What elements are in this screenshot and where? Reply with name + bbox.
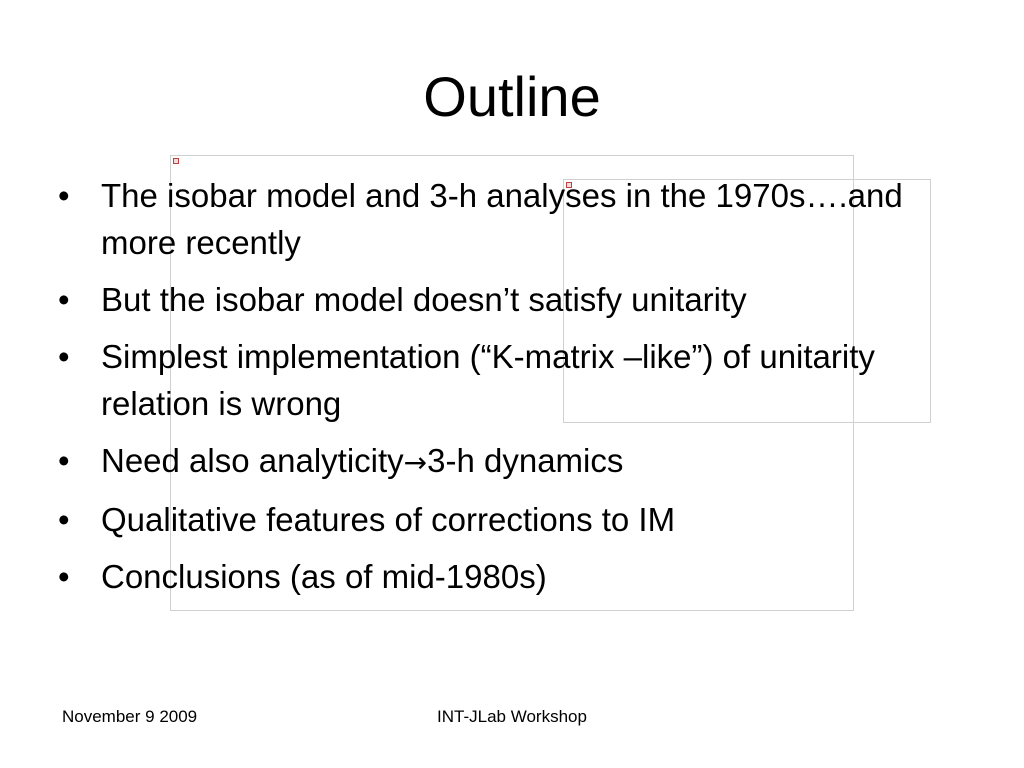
bullet-item xyxy=(58,437,938,486)
slide-title: Outline xyxy=(423,65,601,128)
footer-date: November 9 2009 xyxy=(62,707,198,726)
bullet-item xyxy=(58,172,938,266)
bullet-marker: • xyxy=(58,177,70,214)
bullet-text: Conclusions (as of mid-1980s) xyxy=(101,558,547,595)
footer-event: INT-JLab Workshop xyxy=(437,707,587,726)
bullet-item xyxy=(58,333,938,427)
bullet-marker: • xyxy=(58,501,70,538)
bullet-item xyxy=(58,496,938,543)
bullet-item xyxy=(58,553,938,600)
bullet-text-before-arrow: Need also analyticity xyxy=(101,442,404,479)
bullet-list xyxy=(58,172,938,610)
bullet-text: But the isobar model doesn’t satisfy unitarity xyxy=(101,281,747,318)
bullet-marker: • xyxy=(58,338,70,375)
bullet-text-after-arrow: 3-h dynamics xyxy=(427,442,624,479)
right-arrow-icon: → xyxy=(403,446,428,479)
bullet-marker: • xyxy=(58,281,70,318)
bullet-marker: • xyxy=(58,442,70,479)
broken-image-icon xyxy=(173,158,179,164)
bullet-item xyxy=(58,276,938,323)
bullet-text: Qualitative features of corrections to IM xyxy=(101,501,676,538)
bullet-text: Simplest implementation (“K-matrix –like”) of unitarity relation is wrong xyxy=(101,338,875,422)
bullet-text: The isobar model and 3-h analyses in the 1970s….and more recently xyxy=(101,177,903,261)
bullet-marker: • xyxy=(58,558,70,595)
